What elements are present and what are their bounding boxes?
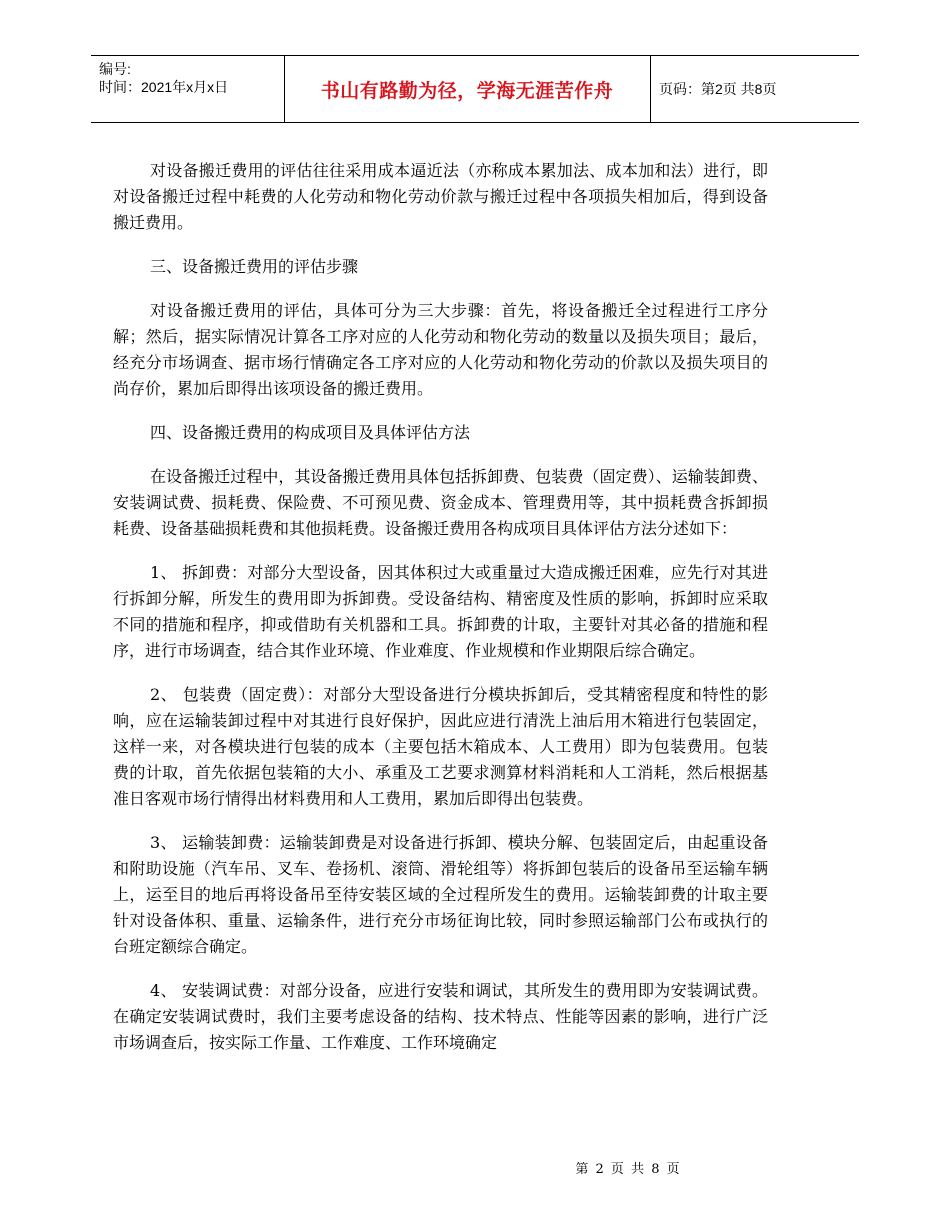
page-header <box>91 55 859 123</box>
paragraph-components: 在设备搬迁过程中，其设备搬迁费用具体包括拆卸费、包装费（固定费）、运输装卸费、安装调试费、损耗费、保险费、不可预见费、资金成本、管理费用等，其中损耗费含拆卸损耗费、设备基础损耗费和其他损耗费。设备搬迁费用各构成项目具体评估方法分述如下： <box>113 467 768 538</box>
document-time-label: 时间：2021年x月x日 <box>99 79 229 95</box>
document-body <box>113 158 768 1074</box>
paragraph-intro: 对设备搬迁费用的评估往往采用成本逼近法（亦称成本累加法、成本加和法）进行，即对设备搬迁过程中耗费的人化劳动和物化劳动价款与搬迁过程中各项损失相加后，得到设备搬迁费用。 <box>113 161 768 232</box>
item-dismantling-fee: 1、 拆卸费：对部分大型设备，因其体积过大或重量过大造成搬迁困难，应先行对其进行拆卸分解，所发生的费用即为拆卸费。受设备结构、精密度及性质的影响，拆卸时应采取不同的措施和程序，抑或借助有关机器和工具。拆卸费的计取，主要针对其必备的措施和程序，进行市场调查，结合其作业环境、作业难度、作业规模和作业期限后综合确定。 <box>113 563 768 660</box>
item-transport-fee: 3、 运输装卸费：运输装卸费是对设备进行拆卸、模块分解、包装固定后，由起重设备和附助设施（汽车吊、叉车、卷扬机、滚筒、滑轮组等）将拆卸包装后的设备吊至运输车辆上，运至目的地后再将设备吊至待安装区域的全过程所发生的费用。运输装卸费的计取主要针对设备体积、重量、运输条件，进行充分市场征询比较，同时参照运输部门公布或执行的台班定额综合确定。 <box>113 833 768 956</box>
header-page-info: 页码：第2页 共8页 <box>659 81 777 97</box>
section-heading-components: 四、设备搬迁费用的构成项目及具体评估方法 <box>150 423 471 442</box>
document-number-label: 编号: <box>99 61 131 77</box>
header-meta <box>99 60 228 96</box>
paragraph-steps: 对设备搬迁费用的评估，具体可分为三大步骤：首先，将设备搬迁全过程进行工序分解；然后，据实际情况计算各工序对应的人化劳动和物化劳动的数量以及损失项目；最后，经充分市场调查、据市场行情确定各工序对应的人化劳动和物化劳动的价款以及损失项目的尚存价，累加后即得出该项设备的搬迁费用。 <box>113 301 768 398</box>
section-heading-steps: 三、设备搬迁费用的评估步骤 <box>150 257 359 276</box>
header-motto: 书山有路勤为径，学海无涯苦作舟 <box>320 79 614 102</box>
item-packing-fee: 2、 包装费（固定费）：对部分大型设备进行分模块拆卸后，受其精密程度和特性的影响，应在运输装卸过程中对其进行良好保护，因此应进行清洗上油后用木箱进行包装固定，这样一来，对各模块进行包装的成本（主要包括木箱成本、人工费用）即为包装费用。包装费的计取，首先依据包装箱的大小、承重及工艺要求测算材料消耗和人工消耗，然后根据基准日客观市场行情得出材料费用和人工费用，累加后即得出包装费。 <box>113 685 768 808</box>
header-divider-left <box>284 56 285 122</box>
item-installation-fee: 4、 安装调试费：对部分设备，应进行安装和调试，其所发生的费用即为安装调试费。在确定安装调试费时，我们主要考虑设备的结构、技术特点、性能等因素的影响，进行广泛市场调查后，按实际工作量、工作难度、工作环境确定 <box>113 981 768 1052</box>
header-divider-right <box>650 56 651 122</box>
page-footer: 第 2 页 共 8 页 <box>575 1162 680 1177</box>
